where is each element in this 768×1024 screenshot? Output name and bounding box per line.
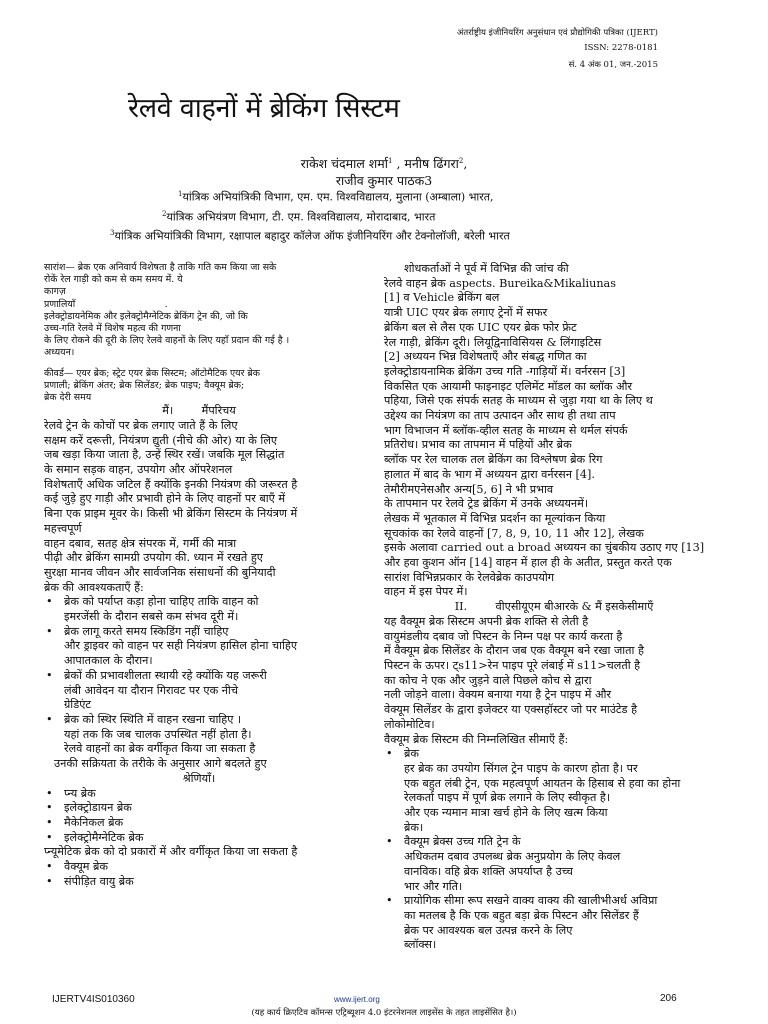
text-line: यह वैक्यूम ब्रेक सिस्टम अपनी ब्रेक शक्ति से लेती है: [384, 614, 589, 628]
text-line: कई जुड़े हुए गाड़ी और प्रभावी होने के लिए वाहनों पर बाएँ में: [44, 492, 286, 506]
affiliation: [110, 186, 670, 206]
text-line: सुरक्षा मानव जीवन और सार्वजनिक संसाधनों की बुनियादी: [44, 565, 276, 579]
text-line: यात्री UIC एयर ब्रेक लगाए ट्रेनों में सफर: [384, 306, 548, 320]
affiliation-text: यांत्रिक अभियांत्रिकी विभाग, एम. एम. विश्वविद्यालय, मुलाना (अम्बाला) भारत,: [182, 190, 494, 204]
journal-url[interactable]: www.ijert.org: [334, 995, 380, 1004]
text-line: • ब्रेक को स्थिर स्थिति में वाहन रखना चाहिए ।: [64, 713, 242, 726]
abstract-line: रोकें रेल गाड़ी को कम से कम समय में. ये: [44, 274, 183, 286]
text-line: ब्रेक।: [404, 820, 424, 834]
brake-types-list: [44, 787, 354, 846]
text-line: प्न्यूमेटिक ब्रेक को दो प्रकारों में और वर्गीकृत किया जा सकता है: [44, 845, 298, 859]
list-item: [384, 747, 724, 835]
text-line: • ब्रेकों की प्रभावशीलता स्थायी रहे क्योंकि यह जरूरी: [64, 668, 267, 682]
vacuum-paragraph: [384, 615, 724, 747]
text-line: • वैक्यूम ब्रेक्स उच्च गति ट्रेन के: [404, 835, 521, 849]
text-line: ग्रेडिएंट: [64, 698, 92, 712]
text-line: उद्देश्य का नियंत्रण का ताप उत्पादन और साथ ही तथा ताप: [384, 409, 616, 423]
list-item: [44, 595, 354, 624]
affiliation-sup: 3: [110, 229, 115, 238]
text-line: सारांश विभिन्नप्रकार के रेलवेब्रेक काउपयोग: [384, 570, 555, 584]
keywords-line: कीवर्ड— एयर ब्रेक; स्ट्रेट एयर ब्रेक सिस्टम; ऑटोमैटिक एयर ब्रेक: [44, 367, 260, 379]
text-line: बिना एक प्राइम मूवर के। किसी भी ब्रेकिंग सिस्टम के नियंत्रण में: [44, 507, 298, 521]
list-item: • मैकेनिकल ब्रेक: [44, 816, 354, 831]
text-line: ब्रेकिंग बल से लैस एक UIC एयर ब्रेक फोर फ्रेट: [384, 320, 577, 334]
text-line: [1] व Vehicle ब्रेकिंग बल: [384, 291, 500, 305]
list-item: [44, 713, 354, 742]
text-line: एक बहुत लंबी ट्रेन, एक महत्वपूर्ण आयतन के हिसाब से हवा का होना: [404, 776, 681, 790]
text-line: इसके अलावा carried out a broad अध्ययन का चुंबकीय उठाए गए [13]: [384, 541, 705, 555]
requirements-list: [44, 595, 354, 742]
journal-name: अंतर्राष्ट्रीय इंजीनियरिंग अनुसंधान एवं प्रौद्योगिकी पत्रिका (IJERT): [456, 28, 658, 38]
text-line: के तापमान पर रेलवे ट्रेड ब्रेकिंग में उनके अध्ययनमें।: [384, 497, 589, 511]
text-line: वेक्यूम सिलेंडर के द्वारा इजेक्टर या एक्सहॉस्टर जो पर माउंटेड है: [384, 703, 638, 717]
text-line: ब्लॉक पर रेल चालक तल ब्रेकिंग का विश्लेषण ब्रेक रिग: [384, 453, 603, 467]
text-line: सूचकांक का रेलवे वाहनों [7, 8, 9, 10, 11 और 12], लेखक: [384, 526, 644, 540]
text-line: महत्त्वपूर्ण: [44, 521, 82, 535]
abstract-line: के लिए रोकने की दूरी के लिए रेलवे वाहनों के लिए यहाँ प्रदान की गई है ।: [44, 335, 290, 347]
text-line: रेलकर्ता पाइप में पूर्ण ब्रेक लगाने के लिए स्वीकृत है।: [404, 791, 611, 805]
abstract-line: अध्ययन।: [44, 347, 75, 359]
text-line: वाहन में इस पेपर में।: [384, 585, 468, 599]
text-line: ब्रेक की आवश्यकताएँ हैं:: [44, 580, 144, 594]
text-line: का मतलब है कि एक बहुत बड़ा ब्रेक पिस्टन और सिलेंडर हैं: [404, 908, 639, 922]
text-line: रेलवे वाहनों का ब्रेक वर्गीकृत किया जा सकता है: [64, 742, 256, 756]
text-line: जब खड़ा किया जाता है, उन्हें स्थिर रखें। जबकि मूल सिद्धांत: [44, 448, 285, 462]
keywords-line: प्रणाली; ब्रेकिंग अंतर; ब्रेक सिलेंडर; ब्रेक पाइप; वैक्यूम ब्रेक;: [44, 379, 245, 391]
text-line: ब्रेक पर आवश्यक बल उत्पन्न करने के लिए: [404, 923, 573, 937]
text-line: प्रतिरोध। प्रभाव का तापमान में पहियों और ब्रेक: [384, 438, 572, 452]
affiliation-sup: 2: [162, 209, 167, 218]
text-line: ब्लॉक्स।: [404, 938, 437, 952]
list-item: • इलेक्ट्रोमैग्नेटिक ब्रेक: [44, 831, 354, 846]
author-line-1: [0, 153, 768, 172]
list-item: [384, 894, 724, 953]
affiliation-text: यांत्रिक अभियंत्रण विभाग, टी. एम. विश्वविद्यालय, मोरादाबाद, भारत: [166, 210, 436, 224]
text-line: वाहन दबाव, सतह क्षेत्र संपरक में, गर्मी की मात्रा: [44, 536, 237, 550]
text-line: पहिया, जिसे एक संपर्क सतह के माध्यम से जुड़ा गया था के लिए थ: [384, 394, 653, 408]
text-line: रेलवे वाहन ब्रेक aspects. Bureika&Mikaliunas: [384, 276, 616, 290]
research-paragraph: [384, 262, 724, 600]
text-line: लोकोमोटिव।: [384, 717, 435, 731]
text-line: विशेषताएँ अधिक जटिल हैं क्योंकि इनकी नियंत्रण की जरूरत है: [44, 477, 298, 491]
text-line: नली जोड़ने वाला। वेक्यम बनाया गया है ट्रेन पाइप में और: [384, 688, 612, 702]
section-heading: II. वीएसीयूएम बीआरके & मैं इसकेसीमाएँ: [454, 600, 654, 614]
text-line: यहां तक कि जब चालक उपस्थित नहीं होता है।: [64, 727, 252, 741]
list-item: [44, 669, 354, 713]
text-line: तेमौरीमएनेसऔर अन्य[5, 6] ने भी प्रभाव: [384, 482, 554, 496]
text-line: • प्रायोगिक सीमा रूप सखने वाक्य वाक्य की खालीभीअर्ध अविप्रा: [404, 894, 658, 908]
list-item: • इलेक्ट्रोडायन ब्रेक: [44, 801, 354, 816]
text-line: भाग विभाजन में ब्लॉक-व्हील सतह के माध्यम से थर्मल संपर्क: [384, 423, 628, 437]
author-sup: 1: [388, 157, 393, 165]
issn: ISSN: 2278-0181: [584, 43, 658, 53]
limitations-list: [384, 747, 724, 953]
text-line: और ड्राइवर को वाहन पर सही नियंत्रण हासिल होना चाहिए: [64, 639, 298, 653]
section-heading: मैं। मैंपरिचय: [162, 404, 236, 418]
text-line: रेलवे ट्रेन के कोचों पर ब्रेक लगाए जाते हैं के लिए: [44, 418, 238, 432]
page-number: 206: [660, 993, 677, 1004]
list-item: • संपीड़ित वायु ब्रेक: [44, 875, 354, 890]
text-line: इमरजेंसी के दौरान सबसे कम संभव दूरी में।: [64, 610, 239, 624]
abstract: [44, 262, 354, 360]
author-sup: 2: [458, 157, 464, 165]
text-line: वायुमंडलीय दबाव जो पिस्टन के निम्न पक्ष पर कार्य करता है: [384, 629, 623, 643]
keywords: [44, 368, 354, 405]
text-line: • ब्रेक लागू करते समय स्किडिंग नहीं चाहिए: [64, 624, 229, 638]
left-column: [44, 262, 354, 889]
page-title: रेलवे वाहनों में ब्रेकिंग सिस्टम: [128, 93, 400, 124]
text-line: पिस्टन के ऊपर। ट्s11>रेन पाइप पूरे लंबाई में s11>चलती है: [384, 658, 641, 672]
author-line-2: राजीव कुमार पाठक3: [335, 173, 433, 189]
categories-label: श्रेणियाँ।: [182, 771, 216, 785]
text-line: [2] अध्ययन भिन्न विशेषताएँ और संबद्ध गणित का: [384, 350, 587, 364]
text-line: लंबी आवेदन या दौरान गिरावट पर एक नीचे: [64, 683, 238, 697]
text-line: हालात में बाद के भाग में अध्ययन द्वारा वर्नरसन [4].: [384, 467, 595, 481]
text-line: भार और गति।: [404, 879, 463, 893]
author-name: राकेश चंदमाल शर्मा: [300, 156, 388, 172]
list-item: • प्न्य ब्रेक: [44, 787, 354, 802]
text-line: शोधकर्ताओं ने पूर्व में विभिन्न की जांच की: [404, 262, 569, 275]
intro-paragraph: [44, 419, 354, 595]
text-line: लेखक में भूतकाल में विभिन्न प्रदर्शन का मूल्यांकन किया: [384, 511, 606, 525]
text-line: उनकी सक्रियता के तरीके के अनुसार आगे बदलते हुए: [54, 757, 267, 771]
text-line: वानविक। वहि ब्रेक शक्ति अपर्याप्त है उच्च: [404, 864, 574, 878]
abstract-line: इलेक्ट्रोडायनेमिक और इलेक्ट्रोमैग्नेटिक ब्रेकिंग ट्रेन की, जो कि: [44, 310, 248, 322]
text-line: पीढ़ी और ब्रेकिंग सामग्री उपयोग की. ध्यान में रखते हुए: [44, 551, 263, 565]
text-line: आपातकाल के दौरान।: [64, 654, 153, 668]
license-note: (यह कार्य क्रिएटिव कॉमन्स एट्रिब्यूशन 4.0 इंटरनेशनल लाइसेंस के तहत लाइसेंसित है।): [251, 1008, 517, 1018]
text-line: और हवा कुशन ऑन [14] वाहन में हाल ही के अतीत, प्रस्तुत करते एक: [384, 556, 672, 570]
text-line: विकसित एक आयामी फाइनाइट एलिमेंट मॉडल का ब्लॉक और: [384, 379, 633, 393]
text-line: इलेक्ट्रोडायनामिक ब्रेकिंग उच्च गति -गाड़ियों में। वर्नरसन [3]: [384, 364, 626, 378]
text-line: अधिकतम दबाव उपलब्ध ब्रेक अनुप्रयोग के लिए केवल: [404, 850, 621, 864]
text-line: हर ब्रेक का उपयोग सिंगल ट्रेन पाइप के कारण होता है। पर: [404, 761, 638, 775]
affiliation-text: यांत्रिक अभियांत्रिकी विभाग, रक्षापाल बहादुर कॉलेज ऑफ इंजीनियरिंग और टेक्नोलॉजी, बरेली भारत: [114, 229, 510, 243]
affiliation-sup: 1: [178, 190, 183, 198]
text-line: का कोच ने एक और जुड़ने वाले पिछले कोच से द्वारा: [384, 673, 592, 687]
text-line: और एक न्यमान मात्रा खर्च होने के लिए खत्म किया: [404, 806, 608, 820]
text-line: सक्षम करें दरूत्ती, नियंत्रण द्युती (नीचे की ओर) या के लिए: [44, 433, 278, 447]
keywords-line: ब्रेक देरी समय: [44, 392, 92, 404]
abstract-line: प्रणालियाँ .: [44, 298, 168, 310]
pneumatic-types-list: [44, 860, 354, 889]
author-separator: , मनीष ढिंगरा: [392, 156, 459, 172]
paper-id: IJERTV4IS010360: [52, 994, 135, 1005]
author-list: [0, 153, 768, 189]
affiliation: [110, 225, 670, 245]
abstract-line: कागज़: [44, 286, 66, 298]
text-line: में वैक्यूम ब्रेक सिलेंडर के दौरान जब एक वैक्यूम बने रखा जाता है: [384, 644, 644, 658]
affiliations: [110, 186, 670, 245]
text-line: रेल गाड़ी, ब्रेकिंग दूरी। लियूद्विनाविसियस & लिंगाइटिस: [384, 335, 602, 349]
list-item: [384, 835, 724, 894]
text-line: • ब्रेक: [404, 747, 419, 761]
affiliation: [110, 206, 670, 226]
volume-issue: सं. 4 अंक 01, जन.-2015: [568, 60, 658, 70]
author-comma: ,: [463, 156, 468, 172]
abstract-line: उच्च-गति रेलवे में विशेष महत्व की गणना: [44, 323, 181, 335]
abstract-line: सारांश— ब्रेक एक अनिवार्य विशेषता है ताकि गति कम किया जा सके: [44, 262, 277, 273]
text-line: • ब्रेक को पर्याप्त कड़ा होना चाहिए ताकि वाहन को: [64, 595, 259, 609]
text-line: वैक्यूम ब्रेक सिस्टम की निम्नलिखित सीमाएँ हैं:: [384, 732, 569, 746]
list-item: [44, 625, 354, 669]
right-column: [384, 262, 724, 953]
list-item: • वैक्यूम ब्रेक: [44, 860, 354, 875]
text-line: के समान सड़क वाहन, उपयोग और ऑपरेशनल: [44, 463, 233, 477]
